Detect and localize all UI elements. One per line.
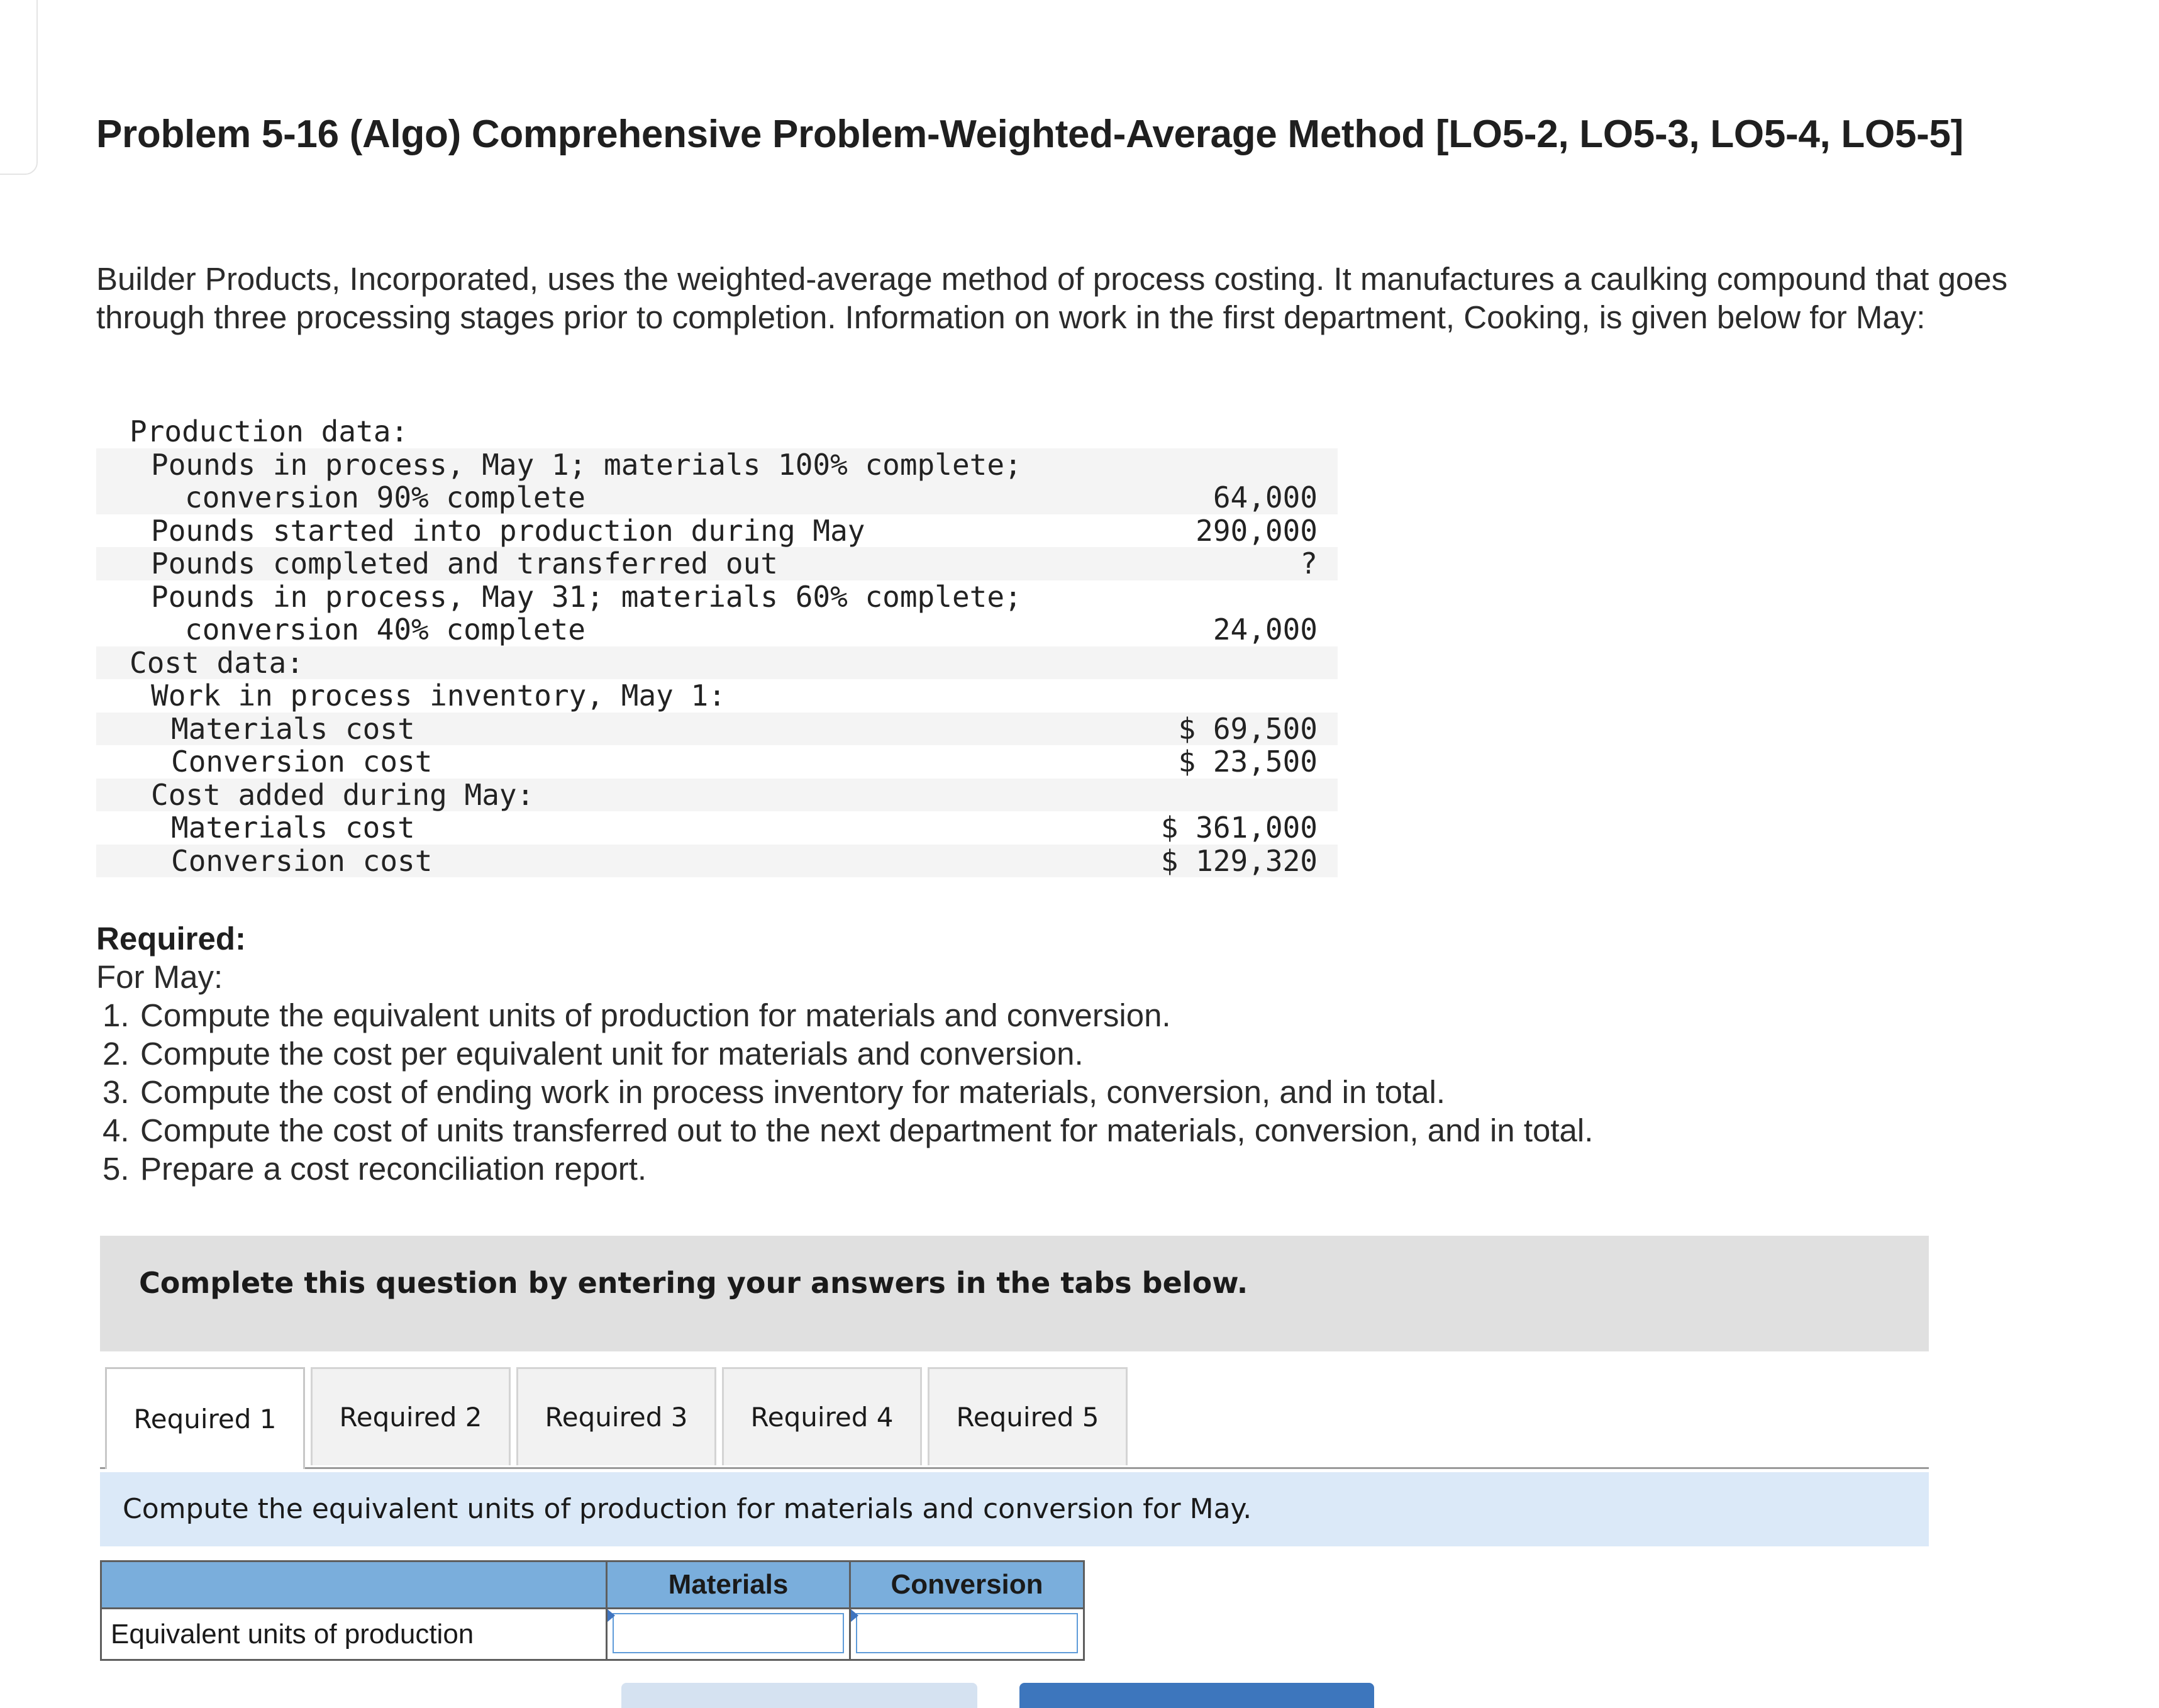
list-item <box>96 996 1593 1034</box>
data-label: Conversion cost <box>171 745 433 779</box>
item-text: Compute the cost of units transferred out to the next department for materials, conversion, and in total. <box>140 1112 1594 1148</box>
required-subheading: For May: <box>96 959 223 995</box>
conversion-input[interactable] <box>856 1613 1078 1653</box>
input-marker-icon <box>608 1609 615 1622</box>
data-row <box>96 779 1338 812</box>
table-row <box>100 1609 1085 1661</box>
data-row <box>96 845 1338 878</box>
data-value: 24,000 <box>1213 613 1318 646</box>
input-marker-icon <box>851 1609 858 1622</box>
item-number: 4. <box>103 1112 130 1148</box>
data-row <box>96 713 1338 746</box>
data-value: $ 361,000 <box>1160 811 1318 845</box>
data-row <box>96 679 1338 713</box>
required-list <box>96 996 1593 1188</box>
problem-title: Problem 5-16 (Algo) Comprehensive Problem-Weighted-Average Method [LO5-2, LO5-3, LO5-4, LO5-5] <box>96 113 1963 156</box>
tab-required-2[interactable]: Required 2 <box>311 1367 511 1465</box>
data-row <box>96 514 1338 548</box>
list-item <box>96 1150 1593 1188</box>
data-label: Pounds in process, May 1; materials 100% complete; <box>151 447 1022 482</box>
data-value: $ 129,320 <box>1160 843 1318 878</box>
data-table <box>96 415 1338 877</box>
item-number: 1. <box>103 997 130 1033</box>
next-button[interactable] <box>1019 1683 1374 1708</box>
data-value: ? <box>1300 546 1318 580</box>
data-row <box>96 811 1338 845</box>
instructions-banner <box>100 1236 1929 1351</box>
item-number: 2. <box>103 1036 130 1072</box>
data-row <box>96 646 1338 680</box>
data-label: conversion 40% complete <box>185 613 586 646</box>
item-text: Compute the cost of ending work in process inventory for materials, conversion, and in total. <box>140 1074 1446 1110</box>
tab-required-5[interactable]: Required 5 <box>928 1367 1128 1465</box>
data-label: conversion 90% complete <box>185 480 586 514</box>
data-value: 290,000 <box>1196 513 1318 548</box>
data-label: Pounds in process, May 31; materials 60% complete; <box>151 579 1022 614</box>
row-label: Equivalent units of production <box>111 1619 474 1650</box>
instructions-text: Complete this question by entering your answers in the tabs below. <box>139 1266 1248 1300</box>
data-label: Work in process inventory, May 1: <box>151 679 726 713</box>
problem-intro: Builder Products, Incorporated, uses the weighted-average method of process costing. It manufactures a caulking compound that goes through three processing stages prior to completion. Information on work in the first department, Cooking, is given below for May: <box>96 261 2008 335</box>
answer-table-header <box>100 1560 1085 1609</box>
data-label: Production data: <box>130 414 409 448</box>
data-row <box>96 415 1338 448</box>
list-item <box>96 1073 1593 1111</box>
data-label: Materials cost <box>171 811 415 845</box>
item-text: Compute the equivalent units of production for materials and conversion. <box>140 997 1171 1033</box>
data-label: Cost data: <box>130 645 304 680</box>
item-number: 5. <box>103 1151 130 1187</box>
data-label: Pounds started into production during May <box>151 513 865 548</box>
data-row <box>96 481 1338 514</box>
data-label: Pounds completed and transferred out <box>151 546 778 580</box>
list-item <box>96 1111 1593 1150</box>
data-value: $ 23,500 <box>1178 745 1318 779</box>
tab-instruction-bar <box>100 1472 1929 1546</box>
conversion-cell <box>849 1609 1083 1659</box>
tab-required-4[interactable]: Required 4 <box>722 1367 922 1465</box>
required-heading: Required: <box>96 921 247 957</box>
left-panel-edge <box>0 0 38 175</box>
data-row <box>96 745 1338 779</box>
list-item <box>96 1034 1593 1073</box>
tab-divider <box>100 1467 1929 1469</box>
data-value: 64,000 <box>1213 480 1318 514</box>
item-number: 3. <box>103 1074 130 1110</box>
data-value: $ 69,500 <box>1178 711 1318 746</box>
data-row <box>96 547 1338 580</box>
data-row <box>96 580 1338 614</box>
data-label: Conversion cost <box>171 843 433 878</box>
header-materials: Materials <box>668 1569 789 1600</box>
materials-input[interactable] <box>613 1613 844 1653</box>
data-label: Cost added during May: <box>151 777 535 812</box>
data-row <box>96 613 1338 646</box>
tab-instruction-text: Compute the equivalent units of production for materials and conversion for May. <box>123 1493 1252 1525</box>
tab-required-3[interactable]: Required 3 <box>516 1367 716 1465</box>
tab-required-1[interactable]: Required 1 <box>105 1367 305 1469</box>
item-text: Prepare a cost reconciliation report. <box>140 1151 647 1187</box>
header-conversion: Conversion <box>891 1569 1043 1600</box>
materials-cell <box>606 1609 849 1659</box>
data-label: Materials cost <box>171 711 415 746</box>
data-row <box>96 448 1338 482</box>
item-text: Compute the cost per equivalent unit for materials and conversion. <box>140 1036 1084 1072</box>
header-blank <box>102 1562 606 1607</box>
previous-button[interactable] <box>621 1683 977 1708</box>
required-section <box>96 919 1593 1188</box>
